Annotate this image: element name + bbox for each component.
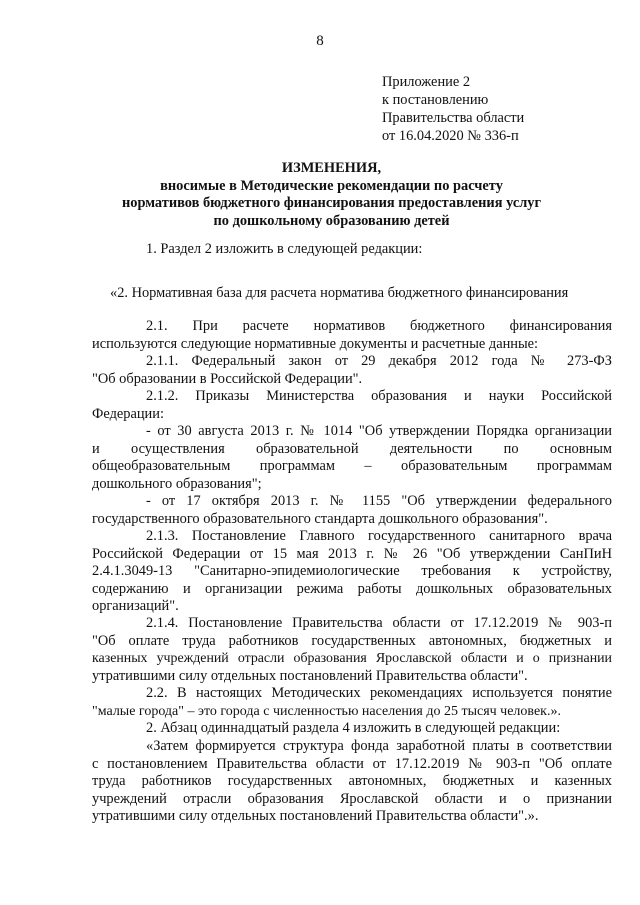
paragraph-2-1 [92,318,612,353]
order-1155 [92,493,612,528]
text-line: - от 17 октября 2013 г. № 1155 "Об утверждении федерального [146,493,612,509]
text-line: "малые города" – это города с численностью населения до 25 тысяч человек.». [92,703,561,719]
text-line: организаций". [92,598,179,614]
appendix-line: Правительства области [382,110,525,126]
text-line: 2.2. В настоящих Методических рекомендациях используется понятие [146,685,612,701]
item-2 [92,720,612,738]
text-line: утратившими силу отдельных постановлений Правительства области". [92,667,528,684]
title-line: нормативов бюджетного финансирования предоставления услуг [121,195,542,211]
text-line: 2.1.3. Постановление Главного государственного санитарного врача [146,528,612,544]
text-line: - от 30 августа 2013 г. № 1014 "Об утверждении Порядка организации [146,423,612,439]
text-line: казенных учреждений отрасли образования Ярославской области и о признании [92,651,612,666]
text-line: общеобразовательным программам – образовательным программам [92,458,612,474]
title-line: по дошкольному образованию детей [213,212,450,229]
text-line: с постановлением Правительства области от 17.12.2019 № 903-п "Об оплате [92,755,612,772]
text-line: "Об оплате труда работников государственных автономных, бюджетных и [92,632,612,649]
text-line: "Об образовании в Российской Федерации". [92,370,363,387]
paragraph-2-1-3 [92,528,612,616]
text-line: используются следующие нормативные документы и расчетные данные: [92,335,539,352]
appendix-line: Приложение 2 [382,74,471,90]
section-heading: «2. Нормативная база для расчета норматива бюджетного финансирования [110,285,569,301]
title-line: ИЗМЕНЕНИЯ, [281,160,382,176]
text-line: дошкольного образования"; [92,475,262,492]
text-line: содержанию и организации режима работы дошкольных образовательных [92,580,612,597]
paragraph-2-2 [92,685,612,720]
paragraph-2-1-4 [92,615,612,685]
text-line: труда работников государственных автономных, бюджетных и казенных [92,773,612,789]
document-title [60,160,603,230]
appendix-block [382,73,524,145]
page-number: 8 [316,33,324,49]
text-line: 2.1.4. Постановление Правительства области от 17.12.2019 № 903-п [146,615,612,631]
text-line: государственного образовательного стандарта дошкольного образования". [92,510,548,527]
text-line: «Затем формируется структура фонда заработной платы в соответствии [146,738,612,754]
text-line: 2. Абзац одиннадцатый раздела 4 изложить в следующей редакции: [146,720,561,736]
text-line: Федерации: [92,405,164,422]
title-line: вносимые в Методические рекомендации по расчету [160,177,503,194]
text-line: учреждений отрасли образования Ярославской области и о признании [92,790,612,807]
text-line: утратившими силу отдельных постановлений Правительства области".». [92,808,539,824]
text-line: и осуществления образовательной деятельности по основным [92,440,612,457]
paragraph-2-1-1 [92,353,612,388]
quoted-paragraph [92,738,612,826]
item-1: 1. Раздел 2 изложить в следующей редакции: [146,241,423,257]
paragraph-2-1-2 [92,388,612,423]
order-1014 [92,423,612,493]
text-line: 2.1. При расчете нормативов бюджетного финансирования [146,318,612,334]
text-line: 2.4.1.3049-13 "Санитарно-эпидемиологические требования к устройству, [92,563,612,579]
appendix-line: к постановлению [382,92,489,108]
text-line: Российской Федерации от 15 мая 2013 г. № 26 "Об утверждении СанПиН [92,545,612,562]
appendix-line: от 16.04.2020 № 336-п [382,128,519,144]
text-line: 2.1.2. Приказы Министерства образования и науки Российской [146,388,612,404]
text-line: 2.1.1. Федеральный закон от 29 декабря 2012 года № 273-ФЗ [146,353,612,369]
